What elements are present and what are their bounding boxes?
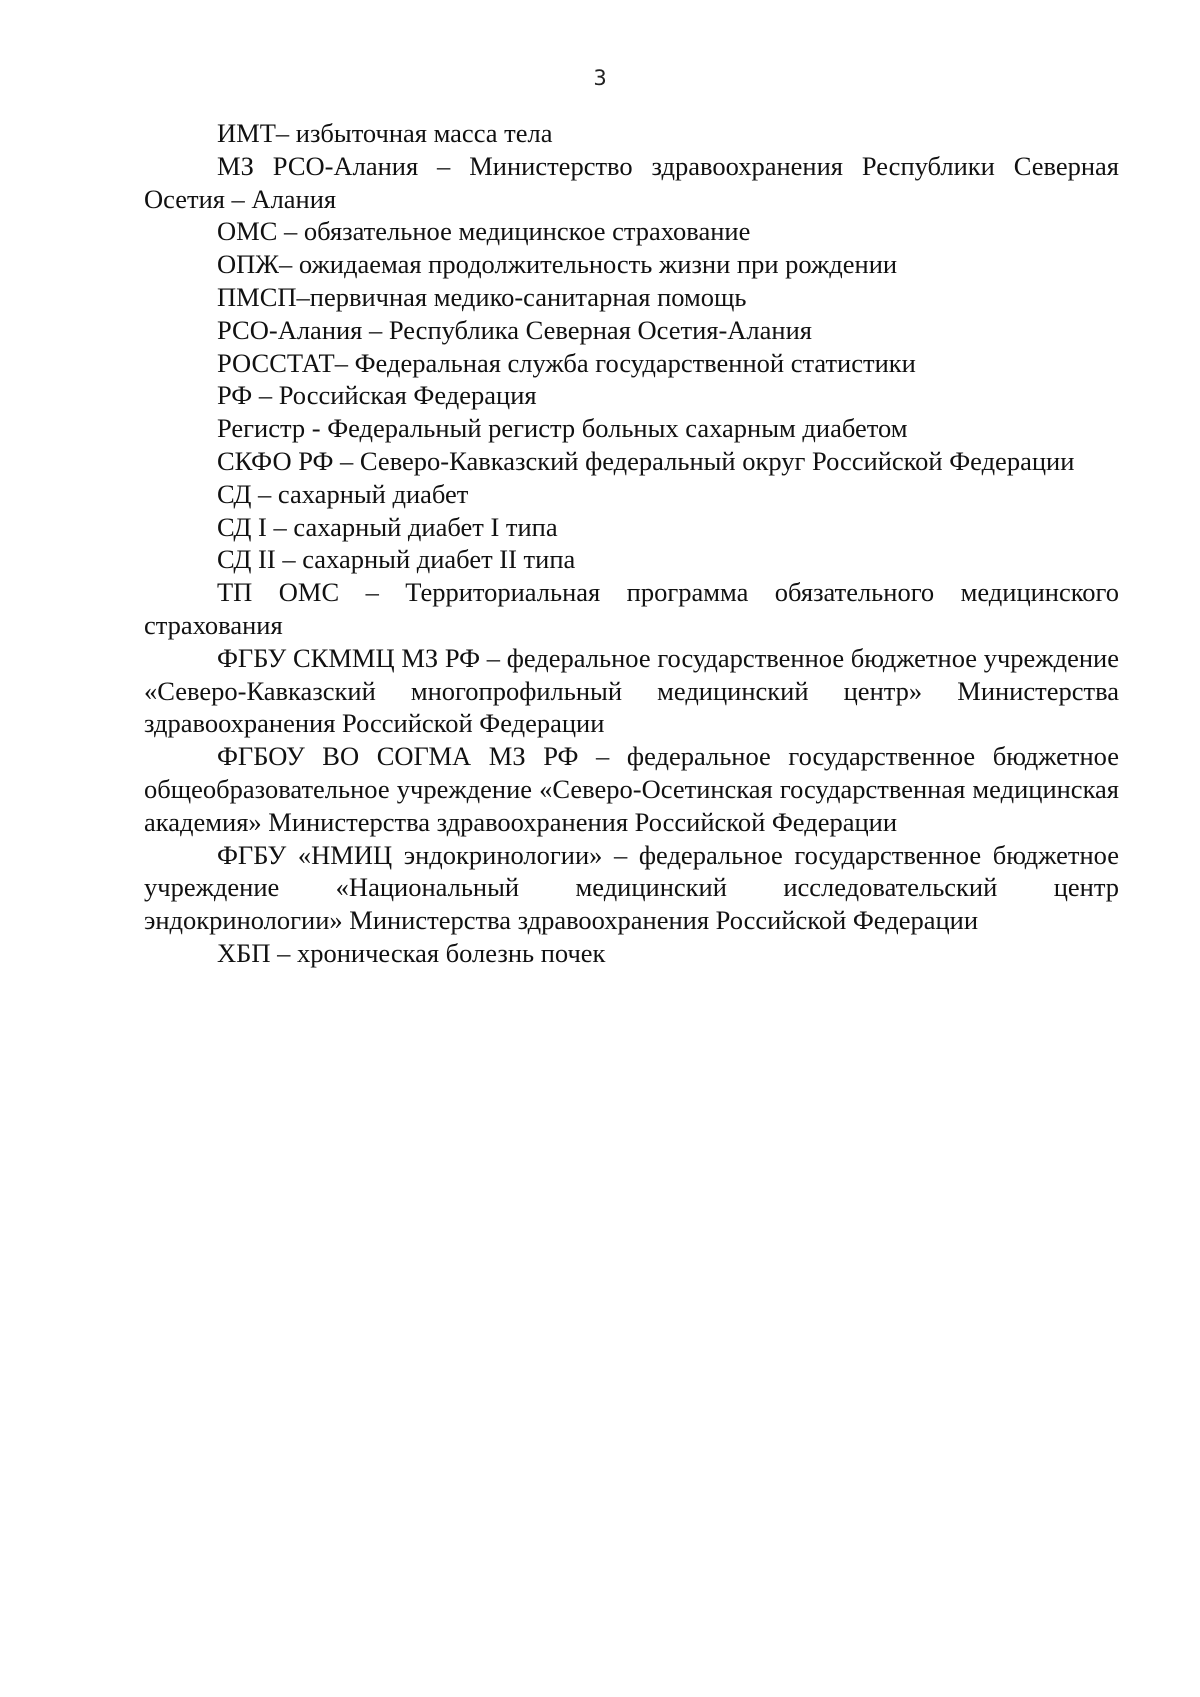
- abbreviation-entry: ФГБУ «НМИЦ эндокринологии» – федеральное государственное бюджетное учреждение «Национальный медицинский исследовательский центр эндокринологии» Министерства здравоохранения Российской Федерации: [144, 839, 1119, 936]
- abbreviation-entry: РФ – Российская Федерация: [217, 380, 537, 411]
- abbreviation-entry: ТП ОМС – Территориальная программа обязательного медицинского страхования: [144, 577, 1119, 640]
- page-number: 3: [593, 66, 607, 90]
- abbreviation-entry: МЗ РСО-Алания – Министерство здравоохранения Республики Северная Осетия – Алания: [144, 150, 1119, 214]
- abbreviation-entry: ФГБУ СКММЦ МЗ РФ – федеральное государственное бюджетное учреждение «Северо-Кавказский многопрофильный медицинский центр» Министерства здравоохранения Российской Федерации: [144, 642, 1119, 739]
- abbreviation-entry: СД – сахарный диабет: [217, 478, 469, 509]
- abbreviation-entry: РОССТАТ– Федеральная служба государственной статистики: [217, 347, 916, 378]
- abbreviation-entry: ХБП – хроническая болезнь почек: [217, 937, 606, 968]
- abbreviation-entry: ОПЖ– ожидаемая продолжительность жизни при рождении: [217, 249, 898, 280]
- abbreviations-list: [144, 117, 1119, 970]
- abbreviation-entry: РСО-Алания – Республика Северная Осетия-Алания: [217, 314, 812, 345]
- abbreviation-entry: ПМСП–первичная медико-санитарная помощь: [217, 281, 747, 312]
- abbreviation-entry: Регистр - Федеральный регистр больных сахарным диабетом: [217, 413, 908, 444]
- abbreviation-entry: ИМТ– избыточная масса тела: [217, 118, 553, 148]
- abbreviation-entry: СКФО РФ – Северо-Кавказский федеральный округ Российской Федерации: [217, 445, 1075, 476]
- abbreviation-entry: СД I – сахарный диабет I типа: [217, 511, 558, 542]
- abbreviation-entry: СД II – сахарный диабет II типа: [217, 544, 576, 575]
- abbreviation-entry: ФГБОУ ВО СОГМА МЗ РФ – федеральное государственное бюджетное общеобразовательное учреждение «Северо-Осетинская государственная медицинская академия» Министерства здравоохранения Российской Федерации: [144, 741, 1119, 837]
- abbreviation-entry: ОМС – обязательное медицинское страхование: [217, 216, 751, 247]
